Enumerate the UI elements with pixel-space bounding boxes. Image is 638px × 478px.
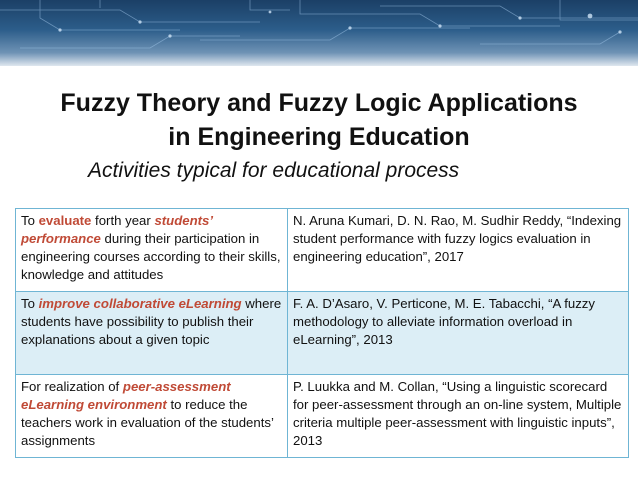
- slide-title: [0, 86, 638, 154]
- activity-highlight: improve collaborative eLearning: [38, 296, 242, 311]
- reference-cell: N. Aruna Kumari, D. N. Rao, M. Sudhir Reddy, “Indexing student performance with fuzzy logics evaluation in engineering education”, 2017: [288, 209, 629, 292]
- activity-highlight: students’ performance: [21, 213, 213, 246]
- activity-cell: [16, 292, 288, 375]
- activity-highlight: peer-assessment eLearning environment: [21, 379, 231, 412]
- activity-text-middle: forth year: [91, 213, 155, 228]
- activity-text-suffix: to reduce the teachers work in evaluation of the students’ assignments: [21, 397, 274, 448]
- activity-text-prefix: To: [21, 296, 39, 311]
- activity-highlight: evaluate: [38, 213, 92, 228]
- activity-text-prefix: To: [21, 213, 39, 228]
- reference-cell: P. Luukka and M. Collan, “Using a linguistic scorecard for peer-assessment through an on-line system, Multiple criteria multiple peer-assessment with linguistic inputs”, 2013: [288, 375, 629, 458]
- table-row: [16, 209, 629, 292]
- activities-table: [15, 208, 629, 458]
- circuit-pattern-graphic: [0, 0, 638, 66]
- activity-text-suffix: during their participation in engineering courses according to their skills, knowledge and attitudes: [21, 231, 281, 282]
- table-row: [16, 375, 629, 458]
- table-row: [16, 292, 629, 375]
- reference-cell: F. A. D’Asaro, V. Perticone, M. E. Tabacchi, “A fuzzy methodology to alleviate information overload in eLearning”, 2013: [288, 292, 629, 375]
- header-banner-image: [0, 0, 638, 66]
- activity-text-suffix: where students have possibility to publish their explanations about a given topic: [21, 296, 282, 347]
- slide-title-line-1: Fuzzy Theory and Fuzzy Logic Applications: [60, 89, 578, 117]
- activity-cell: [16, 209, 288, 292]
- slide-title-line-2: in Engineering Education: [168, 123, 470, 151]
- slide-subtitle: Activities typical for educational process: [88, 159, 460, 182]
- activity-cell: [16, 375, 288, 458]
- activity-text-prefix: For realization of: [21, 379, 123, 394]
